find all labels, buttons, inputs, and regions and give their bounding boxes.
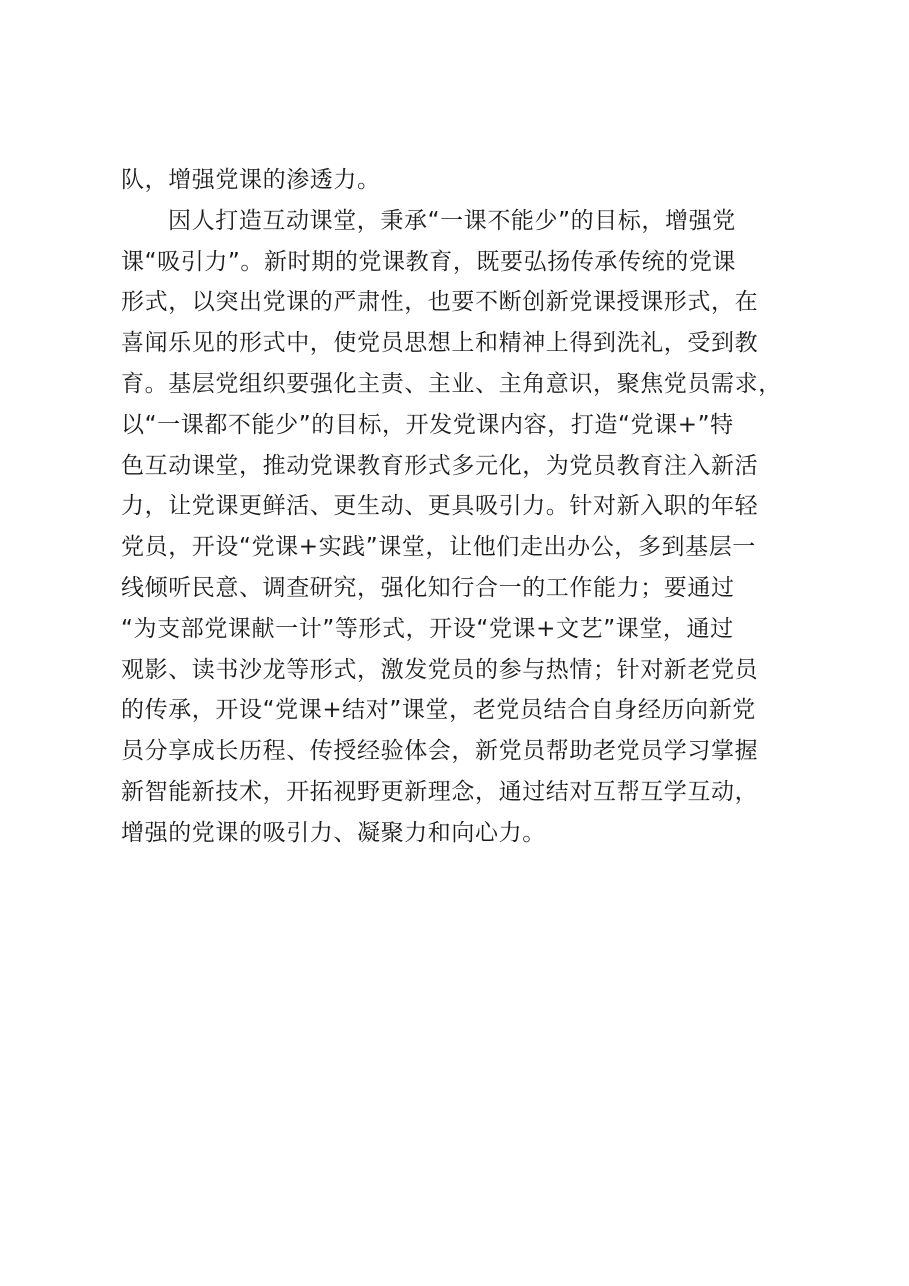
text-line: 喜闻乐见的形式中，使党员思想上和精神上得到洗礼，受到教 (121, 330, 759, 357)
text-line: 以“一课都不能少”的目标，开发党课内容，打造“党课+”特 (121, 411, 734, 438)
text-line: 课“吸引力”。新时期的党课教育，既要弘扬传承传统的党课 (121, 248, 737, 275)
text-line: 育。基层党组织要强化主责、主业、主角意识，聚焦党员需求， (121, 370, 782, 397)
text-line: 色互动课堂，推动党课教育形式多元化，为党员教育注入新活 (121, 452, 759, 479)
text-line: 员分享成长历程、传授经验体会，新党员帮助老党员学习掌握 (121, 738, 759, 765)
body-text (121, 160, 821, 854)
text-line: “为支部党课献一计”等形式，开设“党课+文艺”课堂，通过 (121, 615, 734, 642)
text-line: 队，增强党课的渗透力。 (121, 167, 381, 193)
text-line: 的传承，开设“党课+结对”课堂，老党员结合自身经历向新党 (121, 697, 756, 724)
text-line: 观影、读书沙龙等形式，激发党员的参与热情；针对新老党员 (121, 656, 759, 683)
text-line: 新智能新技术，开拓视野更新理念，通过结对互帮互学互动， (121, 778, 759, 805)
text-line: 形式，以突出党课的严肃性，也要不断创新党课授课形式，在 (121, 289, 759, 316)
text-line: 党员，开设“党课+实践”课堂，让他们走出办公，多到基层一 (121, 534, 756, 561)
text-line: 增强的党课的吸引力、凝聚力和向心力。 (121, 819, 546, 846)
paragraph-first-line: 因人打造互动课堂，秉承“一课不能少”的目标，增强党 (168, 207, 736, 234)
text-line: 力，让党课更鲜活、更生动、更具吸引力。针对新入职的年轻 (121, 493, 759, 520)
text-line: 线倾听民意、调查研究，强化知行合一的工作能力；要通过 (121, 574, 735, 601)
